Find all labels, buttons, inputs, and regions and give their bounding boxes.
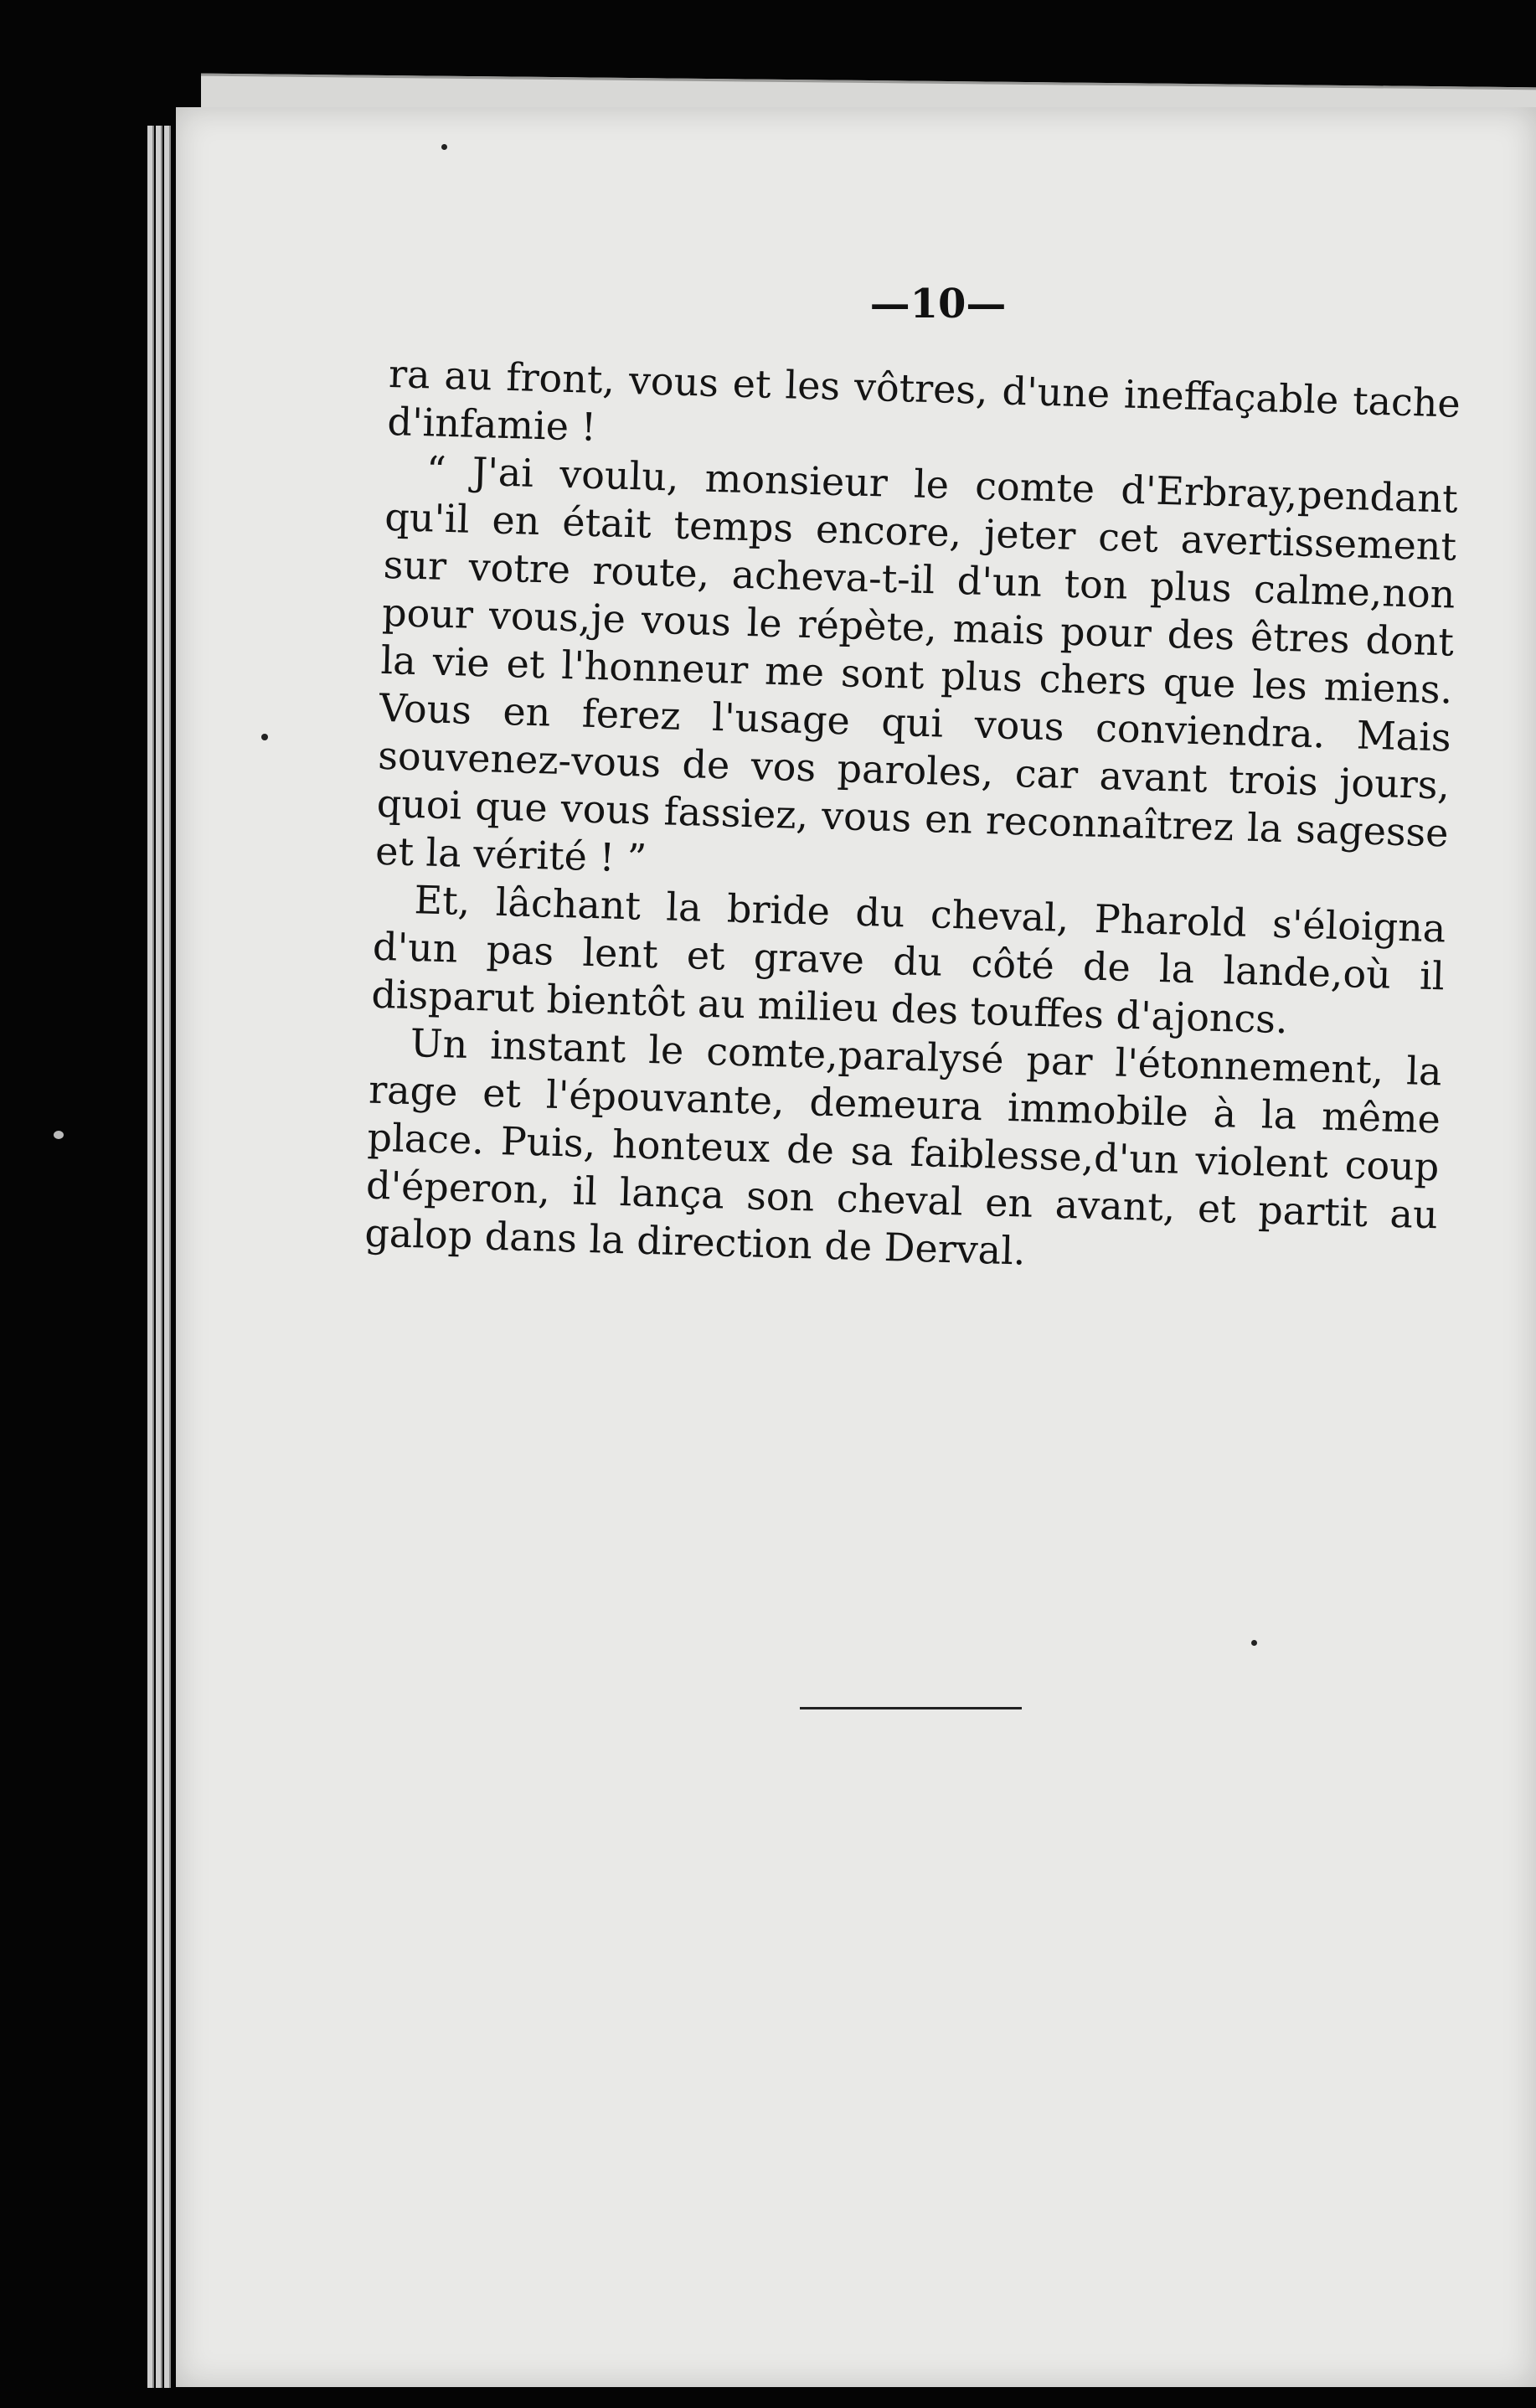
paragraph-3: Et, lâchant la bride du cheval, Pharold s'éloigna d'un pas lent et grave du côté de la lande,où il disparut bientôt au milieu des touffes d'ajoncs. xyxy=(370,877,1446,1043)
end-divider-rule xyxy=(800,1707,1022,1709)
paragraph-2: “ J'ai voulu, monsieur le comte d'Erbray,pendant qu'il en était temps encore, jeter cet avertissement sur votre route, acheva-t-il d'un ton plus calme,non pour vous,je vous le répète, mais pour des êtres dont la vie et l'honneur me sont plus chers que les miens. Vous en ferez l'usage qui vous conviendra. Mais souvenez-vous de vos paroles, car avant trois jours, quoi que vous fassiez, vous en reconnaîtrez la sagesse et la vérité ! ” xyxy=(374,447,1459,881)
ink-speck xyxy=(1251,1640,1257,1646)
page-edge xyxy=(147,126,154,2388)
paragraph-4: Un instant le comte,paralysé par l'étonnement, la rage et l'épouvante, demeura immobile à la même place. Puis, honteux de sa faiblesse,d'un violent coup d'éperon, il lança son cheval en avant, et partit au galop dans la direction de Derval. xyxy=(363,1020,1443,1274)
page-number: —10— xyxy=(869,281,1007,327)
ink-speck xyxy=(54,1131,64,1139)
ink-speck xyxy=(261,734,268,740)
ink-speck xyxy=(441,144,447,150)
body-text xyxy=(364,350,1461,1287)
page-edge xyxy=(164,126,171,2388)
paragraph-1: ra au front, vous et les vôtres, d'une ineffaçable tache d'infamie ! xyxy=(386,350,1461,450)
page-edge xyxy=(156,126,162,2388)
